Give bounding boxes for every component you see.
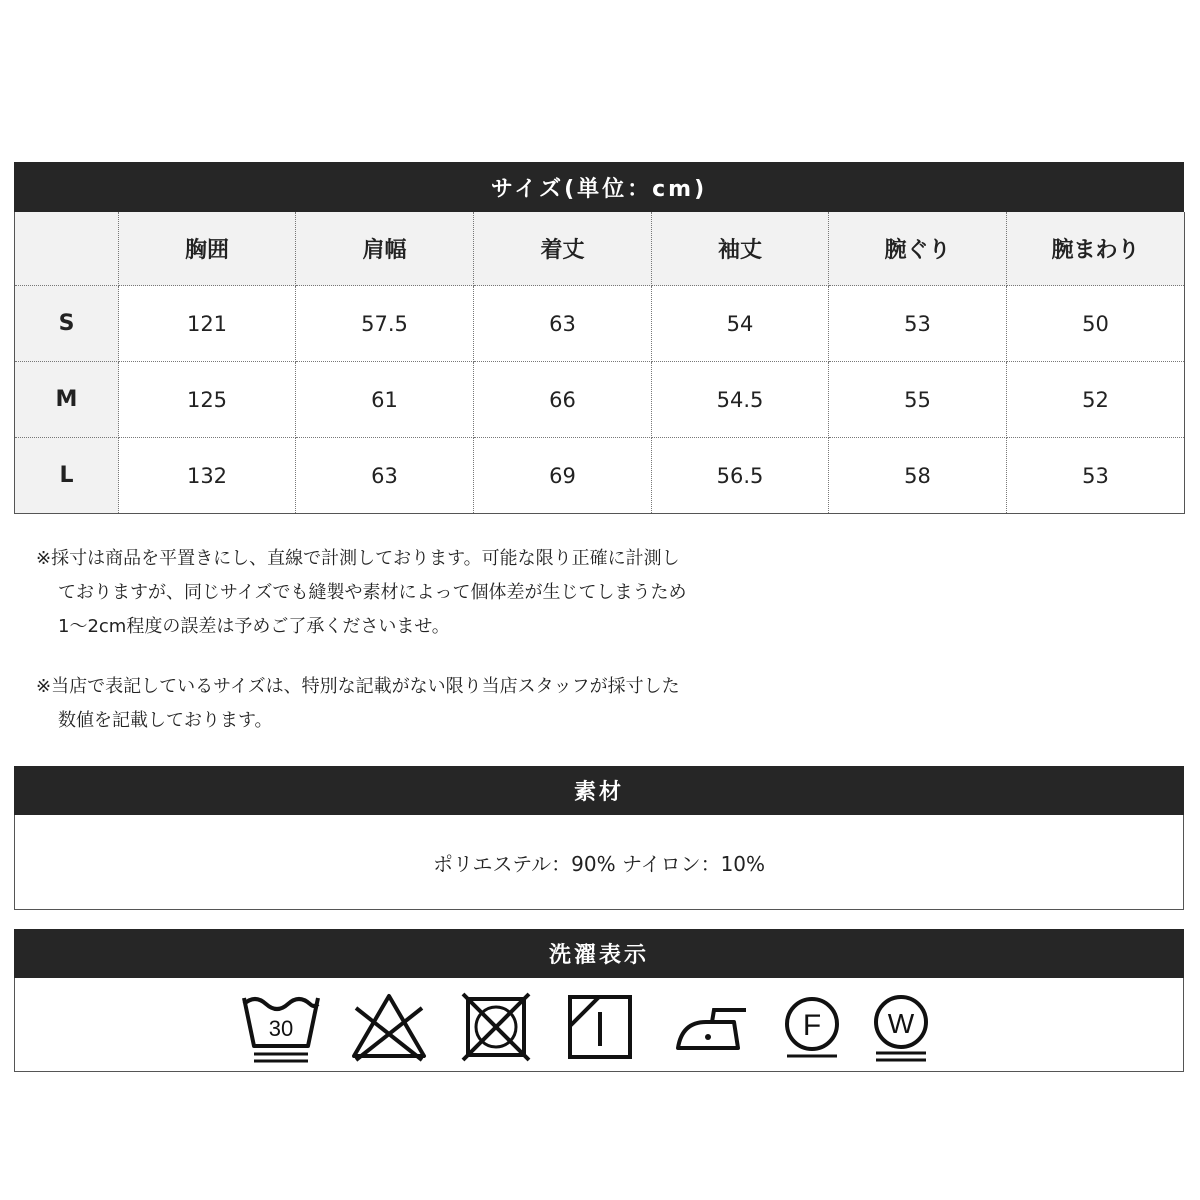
size-section-title: サイズ(単位：cm) bbox=[490, 176, 708, 202]
table-cell: 53 bbox=[829, 286, 1007, 362]
table-cell: 63 bbox=[474, 286, 652, 362]
table-cell: 50 bbox=[1007, 286, 1185, 362]
wash-30-icon bbox=[240, 990, 322, 1066]
no-bleach-icon bbox=[348, 990, 430, 1066]
measurement-note bbox=[36, 542, 687, 644]
note-line: ※採寸は商品を平置きにし、直線で計測しております。可能な限り正確に計測し bbox=[36, 548, 680, 569]
wet-clean-w-icon bbox=[860, 990, 942, 1066]
wash-section-title: 洗濯表示 bbox=[548, 943, 649, 968]
size-label: M bbox=[15, 362, 119, 438]
dry-clean-label: F bbox=[802, 1009, 822, 1042]
size-label: L bbox=[15, 438, 119, 514]
size-table bbox=[14, 212, 1185, 514]
size-label: S bbox=[15, 286, 119, 362]
table-cell: 69 bbox=[474, 438, 652, 514]
table-row bbox=[15, 438, 1185, 514]
table-cell: 58 bbox=[829, 438, 1007, 514]
note-line: ておりますが、同じサイズでも縫製や素材によって個体差が生じてしまうため bbox=[58, 582, 687, 603]
table-cell: 52 bbox=[1007, 362, 1185, 438]
column-header: 腕まわり bbox=[1007, 212, 1185, 286]
note-line: ※当店で表記しているサイズは、特別な記載がない限り当店スタッフが採寸した bbox=[36, 676, 680, 697]
table-cell: 66 bbox=[474, 362, 652, 438]
material-text: ポリエステル：90% ナイロン：10% bbox=[432, 851, 766, 876]
material-section-title: 素材 bbox=[573, 780, 624, 805]
table-cell: 61 bbox=[296, 362, 474, 438]
table-cell: 54 bbox=[652, 286, 829, 362]
wet-clean-label: W bbox=[887, 1008, 915, 1039]
table-cell: 63 bbox=[296, 438, 474, 514]
table-cell: 121 bbox=[119, 286, 296, 362]
table-cell: 125 bbox=[119, 362, 296, 438]
material-section-header bbox=[14, 766, 1184, 815]
column-header: 胸囲 bbox=[119, 212, 296, 286]
line-dry-shade-icon bbox=[560, 990, 642, 1066]
table-cell: 57.5 bbox=[296, 286, 474, 362]
note-line: 1〜2cm程度の誤差は予めご了承くださいませ。 bbox=[58, 616, 450, 637]
table-cell: 56.5 bbox=[652, 438, 829, 514]
table-cell: 55 bbox=[829, 362, 1007, 438]
size-source-note bbox=[36, 670, 680, 738]
column-header: 腕ぐり bbox=[829, 212, 1007, 286]
size-section-header bbox=[14, 162, 1184, 212]
wash-temperature-label: 30 bbox=[268, 1016, 294, 1041]
wash-icons-box bbox=[14, 978, 1184, 1072]
material-box bbox=[14, 815, 1184, 910]
note-line: 数値を記載しております。 bbox=[58, 710, 273, 731]
size-table-header-row bbox=[15, 212, 1185, 286]
column-header: 肩幅 bbox=[296, 212, 474, 286]
column-header: 着丈 bbox=[474, 212, 652, 286]
table-cell: 54.5 bbox=[652, 362, 829, 438]
table-row bbox=[15, 286, 1185, 362]
table-cell: 132 bbox=[119, 438, 296, 514]
iron-low-icon bbox=[670, 990, 752, 1066]
no-tumble-dry-icon bbox=[455, 990, 537, 1066]
dry-clean-f-icon bbox=[771, 990, 853, 1066]
column-header: 袖丈 bbox=[652, 212, 829, 286]
size-table-corner-cell bbox=[15, 212, 119, 286]
wash-section-header bbox=[14, 929, 1184, 978]
table-cell: 53 bbox=[1082, 463, 1109, 488]
table-row bbox=[15, 362, 1185, 438]
